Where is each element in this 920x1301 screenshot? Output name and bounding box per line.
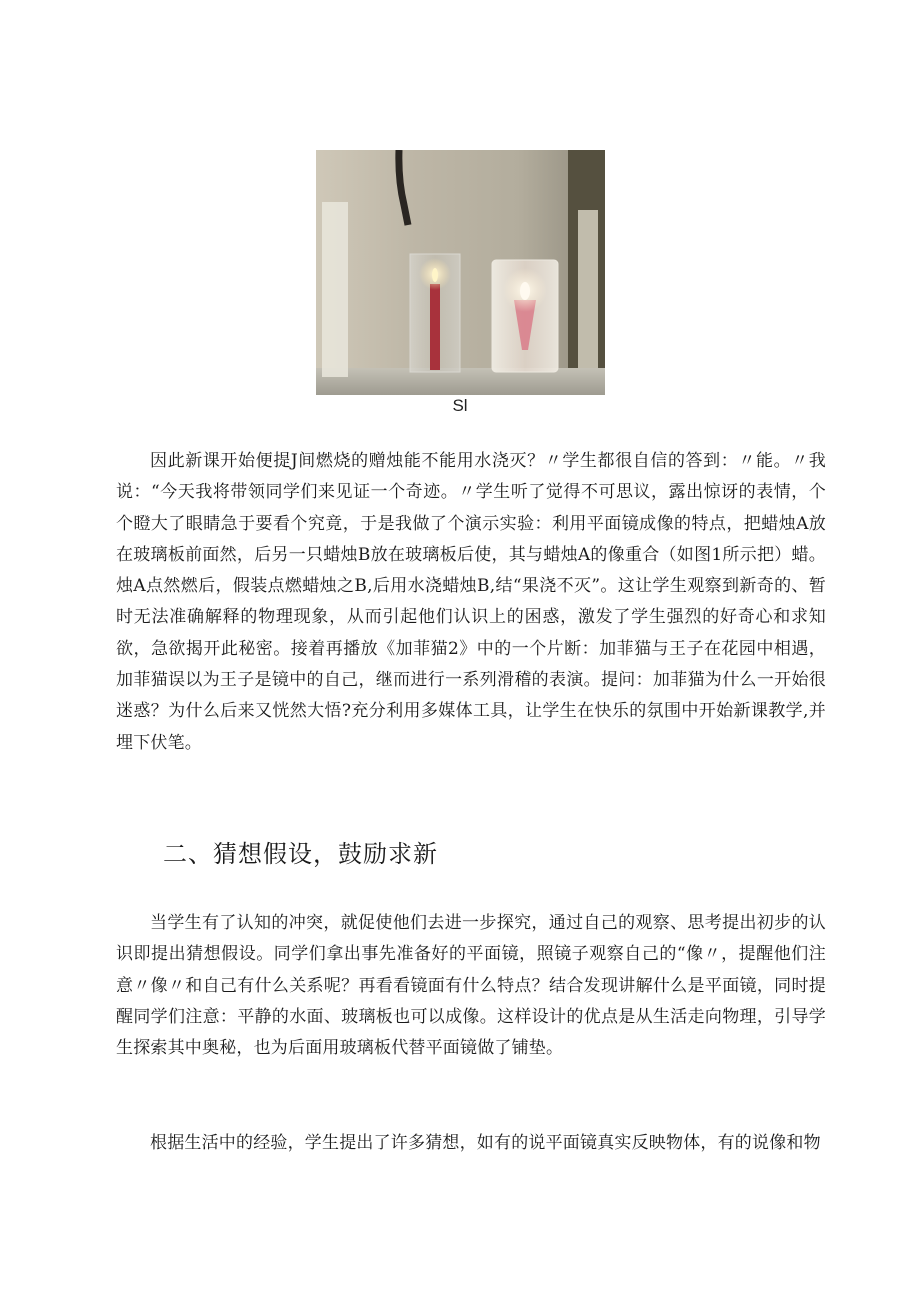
paragraph-guesses: 根据生活中的经验，学生提出了许多猜想，如有的说平面镜真实反映物体，有的说像和物 <box>150 1133 821 1153</box>
candle-b-flame <box>520 282 530 300</box>
section-heading: 二、猜想假设，鼓励求新 <box>163 840 438 868</box>
right-light-panel <box>578 210 598 368</box>
figure-caption: Sl <box>452 396 468 415</box>
paragraph-intro: 因此新课开始便提J间燃烧的赠烛能不能用水浇灭？〃学生都很自信的答到：〃能。〃我说：“今天我将带领同学们来见证一个奇迹。〃学生听了觉得不可思议，露出惊讶的表情，个个瞪大了眼睛急于要看个究竟，于是我做了个演示实验：利用平面镜成像的特点，把蜡烛A放在玻璃板前面然，后另一只蜡烛B放在玻璃板后使，其与蜡烛A的像重合（如图1所示把）蜡。烛A点然燃后，假装点燃蜡烛之B,后用水浇蜡烛B,结“果浇不灭”。这让学生观察到新奇的、暂时无法准确解释的物理现象，从而引起他们认识上的困惑，激发了学生强烈的好奇心和求知欲，急欲揭开此秘密。接着再播放《加菲猫2》中的一个片断：加菲猫与王子在花园中相遇，加菲猫误以为王子是镜中的自己，继而进行一系列滑稽的表演。提问：加菲猫为什么一开始很迷惑？为什么后来又恍然大悟?充分利用多媒体工具，让学生在快乐的氛围中开始新课教学,并埋下伏笔。 <box>116 451 826 753</box>
candle-a <box>430 284 440 370</box>
paragraph-hypothesis: 当学生有了认知的冲突，就促使他们去进一步探究，通过自己的观察、思考提出初步的认识即提出猜想假设。同学们拿出事先准备好的平面镜，照镜子观察自己的“像〃，提醒他们注意〃像〃和自己有什么关系呢？再看看镜面有什么特点？结合发现讲解什么是平面镜，同时提醒同学们注意：平静的水面、玻璃板也可以成像。这样设计的优点是从生活走向物理，引导学生探索其中奥秘，也为后面用玻璃板代替平面镜做了铺垫。 <box>116 913 826 1059</box>
candle-a-flame <box>432 268 438 282</box>
left-glass-plate <box>322 202 348 377</box>
candle-experiment-photo <box>316 150 605 395</box>
